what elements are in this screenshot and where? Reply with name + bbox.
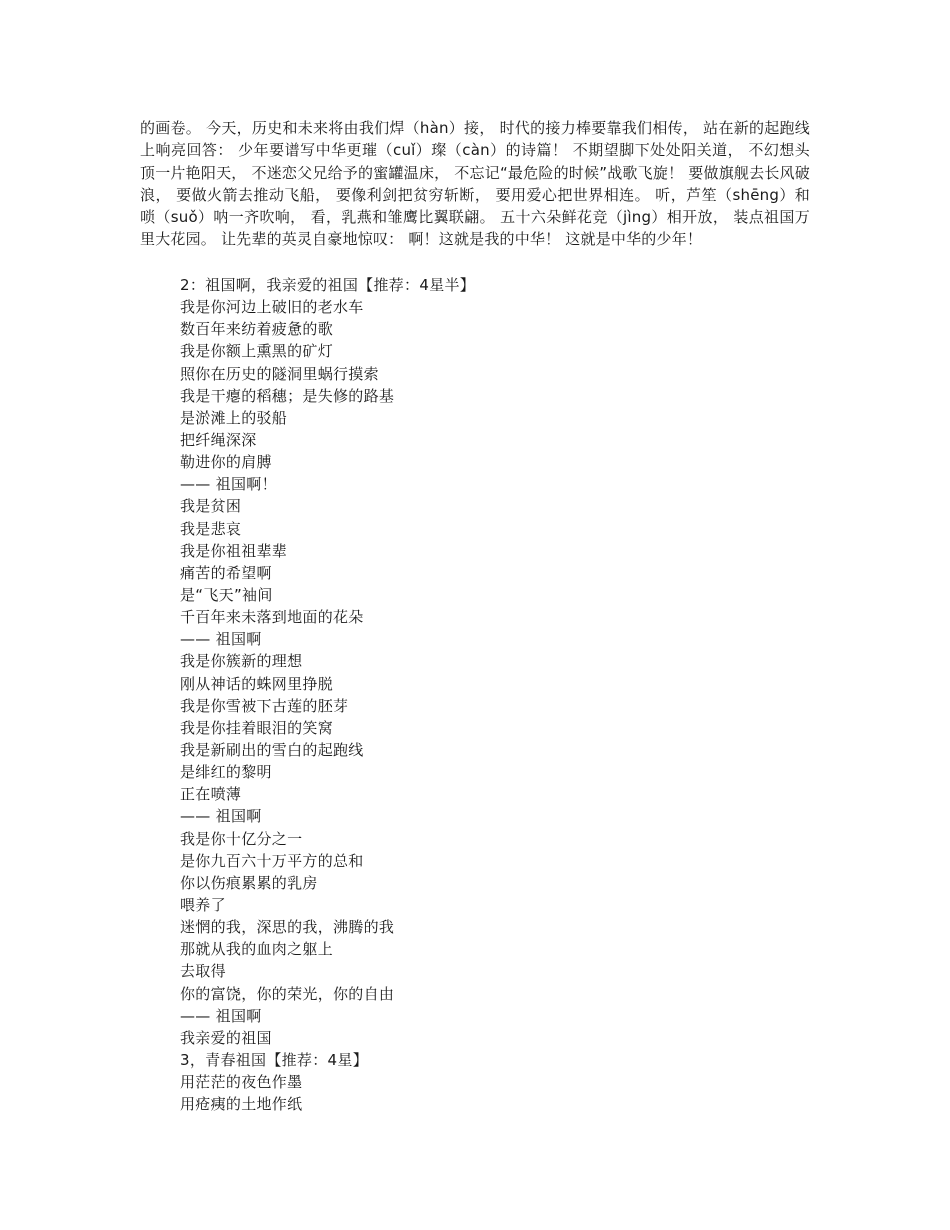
poem-line: 正在喷薄: [180, 785, 242, 804]
poem-line: 我是贫困: [180, 497, 242, 516]
poem-block: [180, 274, 780, 1115]
poem-line: 我是你祖祖辈辈: [180, 541, 288, 560]
poem-line: —— 祖国啊: [180, 1006, 262, 1025]
poem-line: 喂养了: [180, 895, 226, 914]
poem-line: 我亲爱的祖国: [180, 1028, 272, 1047]
poem-heading-3: 3，青春祖国【推荐：4星】: [180, 1050, 368, 1069]
poem-line: 千百年来未落到地面的花朵: [180, 608, 364, 627]
poem-line: 勒进你的肩膊: [180, 453, 272, 472]
poem-line: 去取得: [180, 962, 226, 981]
poem-line: —— 祖国啊: [180, 807, 262, 826]
poem-line: 那就从我的血肉之躯上: [180, 940, 334, 959]
poem-line: 我是干瘪的稻穗；是失修的路基: [180, 386, 395, 405]
poem-line: 照你在历史的隧洞里蜗行摸索: [180, 364, 379, 383]
poem-line: 我是新刷出的雪白的起跑线: [180, 740, 364, 759]
poem-line: 把纤绳深深: [180, 430, 257, 449]
poem-line: —— 祖国啊: [180, 630, 262, 649]
poem-heading-2: 2：祖国啊，我亲爱的祖国【推荐：4星半】: [180, 276, 476, 294]
poem-line: 是“飞天”袖间: [180, 585, 273, 604]
poem-line: 我是悲哀: [180, 519, 242, 538]
poem-line: 数百年来纺着疲惫的歌: [180, 320, 334, 339]
poem-line: 我是你挂着眼泪的笑窝: [180, 718, 334, 737]
intro-paragraph: 的画卷。 今天，历史和未来将由我们焊（hàn）接， 时代的接力棒要靠我们相传， 站在新的起跑线上响亮回答： 少年要谱写中华更璀（cuǐ）璨（càn）的诗篇！ 不期望脚下处处阳关道， 不幻想头顶一片艳阳天， 不迷恋父兄给予的蜜罐温床， 不忘记“最危险的时候”战歌飞旋！ 要做旗舰去长风破浪， 要做火箭去推动飞船， 要像利剑把贫穷斩断， 要用爱心把世界相连。 听，芦笙（shēng）和唢（suǒ）呐一齐吹响， 看，乳燕和雏鹰比翼联翩。 五十六朵鲜花竞（jìng）相开放， 装点祖国万里大花园。 让先辈的英灵自豪地惊叹： 啊！这就是我的中华！ 这就是中华的少年！: [140, 119, 810, 249]
poem-line: 你以伤痕累累的乳房: [180, 873, 318, 892]
poem-line: 你的富饶，你的荣光，你的自由: [180, 984, 395, 1003]
poem-line: 用茫茫的夜色作墨: [180, 1073, 303, 1092]
poem-line: 我是你十亿分之一: [180, 829, 303, 848]
poem-line: 用疮痍的土地作纸: [180, 1095, 303, 1114]
poem-line: 痛苦的希望啊: [180, 563, 272, 582]
poem-line: 我是你簇新的理想: [180, 652, 303, 671]
poem-line: 迷惘的我，深思的我，沸腾的我: [180, 918, 395, 937]
poem-line: 是你九百六十万平方的总和: [180, 851, 364, 870]
poem-line: 是绯红的黎明: [180, 763, 272, 782]
poem-line: 刚从神话的蛛网里挣脱: [180, 674, 334, 693]
poem-line: 我是你河边上破旧的老水车: [180, 298, 364, 317]
poem-line: —— 祖国啊！: [180, 475, 277, 494]
poem-line: 我是你额上熏黑的矿灯: [180, 342, 334, 361]
poem-line: 是淤滩上的驳船: [180, 408, 288, 427]
poem-line: 我是你雪被下古莲的胚芽: [180, 696, 349, 715]
